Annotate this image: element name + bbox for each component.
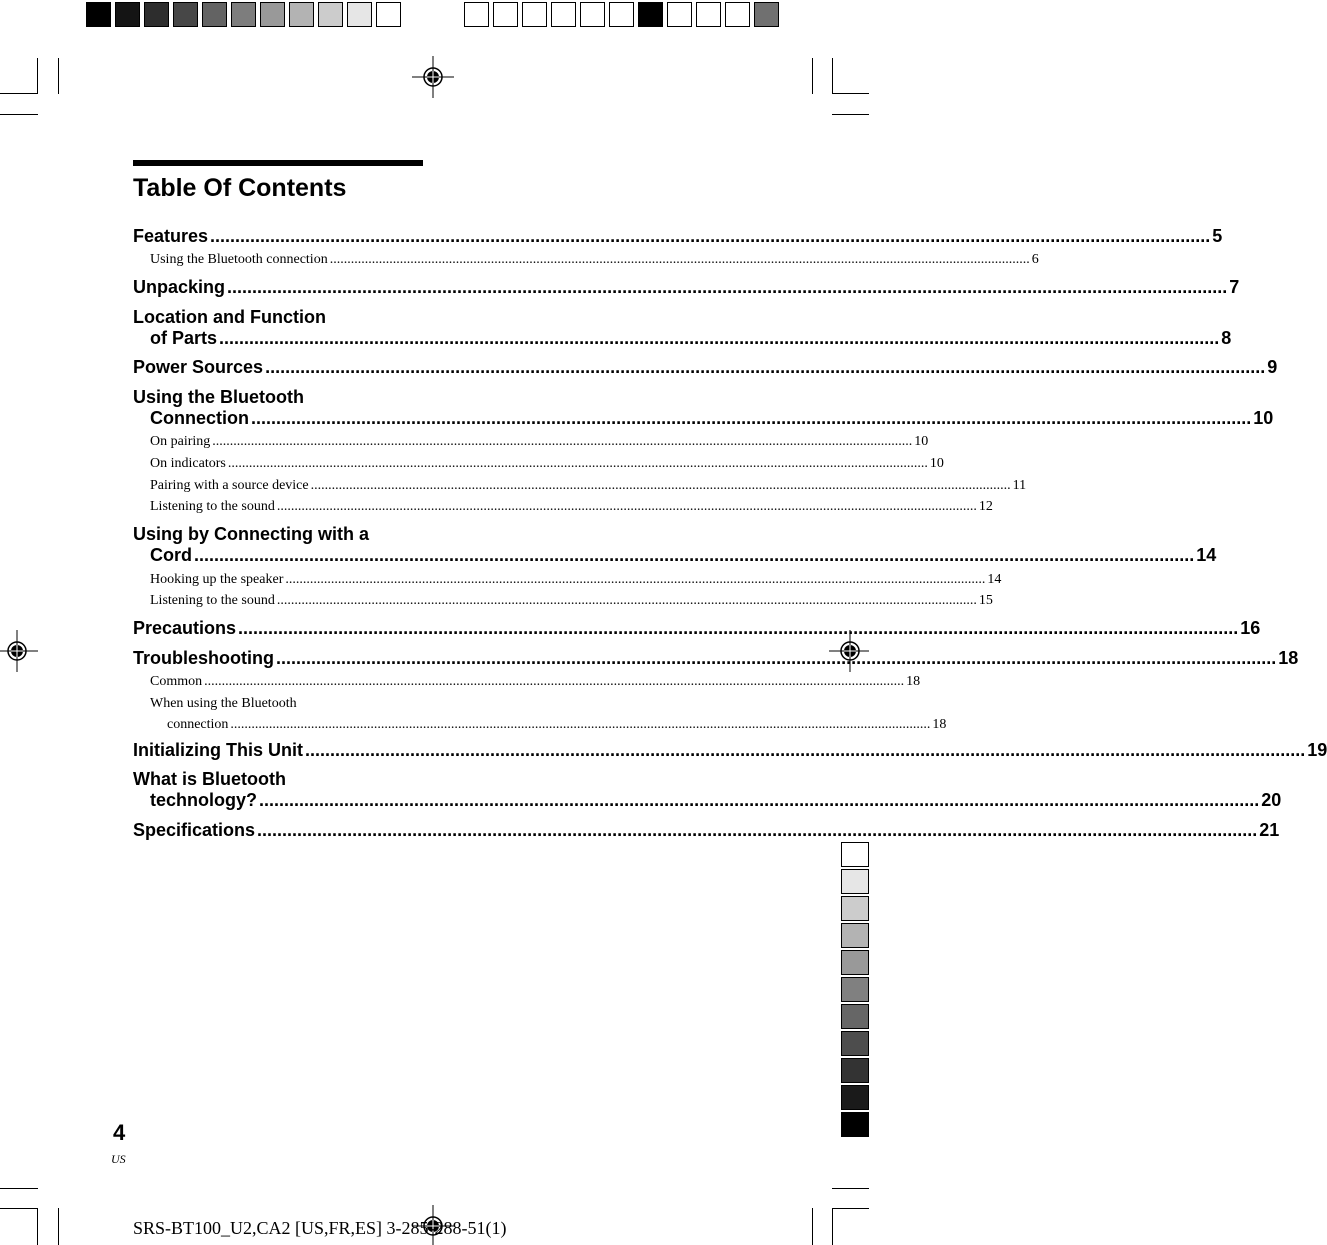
toc-entry-label-cont: technology?	[150, 790, 257, 810]
crop-mark	[832, 1188, 869, 1189]
toc-entry-label: Power Sources	[133, 357, 264, 377]
toc-page-number: 10	[929, 456, 944, 471]
toc-page-number: 20	[1261, 790, 1282, 810]
toc-page-number: 10	[914, 434, 929, 449]
toc-entry-label: Pairing with a source device	[150, 478, 309, 493]
crop-mark	[832, 58, 833, 94]
page-region: US	[111, 1152, 126, 1166]
toc-entry-label: On pairing	[150, 434, 211, 449]
toc-leader-dots: ........................................................................................................................................................................................................	[285, 572, 986, 587]
color-swatch	[231, 2, 256, 27]
toc-leader-dots: ........................................................................................................................................................................................................	[257, 820, 1258, 840]
color-swatch	[493, 2, 518, 27]
toc-leader-dots: ........................................................................................................................................................................................................	[310, 478, 1011, 493]
toc-entry[interactable]	[133, 357, 1278, 378]
toc-page-number: 11	[1012, 478, 1027, 493]
toc-entry-label-cont: Connection	[150, 408, 249, 428]
color-swatch	[376, 2, 401, 27]
toc-entry[interactable]	[133, 769, 1282, 811]
color-swatch	[841, 1085, 869, 1110]
toc-leader-dots: ........................................................................................................................................................................................................	[212, 434, 913, 449]
toc-leader-dots: ........................................................................................................................................................................................................	[276, 648, 1277, 668]
color-swatch	[841, 896, 869, 921]
toc-entry-label: Specifications	[133, 820, 256, 840]
toc-entry-label: Troubleshooting	[133, 648, 274, 668]
toc-entry-label: Unpacking	[133, 277, 226, 297]
crop-mark	[58, 58, 59, 94]
toc-entry[interactable]	[133, 740, 1327, 761]
toc-page-number: 9	[1267, 357, 1278, 377]
toc-entry-label: Common	[150, 674, 203, 689]
color-swatch	[144, 2, 169, 27]
toc-entry-label: Hooking up the speaker	[150, 572, 284, 587]
toc-entry[interactable]	[133, 277, 1240, 298]
toc-leader-dots: ........................................................................................................................................................................................................	[194, 545, 1195, 565]
toc-entry-label: Initializing This Unit	[133, 740, 303, 760]
toc-subentry[interactable]	[133, 496, 993, 517]
toc-entry-label: Listening to the sound	[150, 499, 275, 514]
color-swatch	[841, 1031, 869, 1056]
toc-entry-label: Location and Function	[133, 307, 326, 327]
toc-leader-dots: ........................................................................................................................................................................................................	[329, 252, 1030, 267]
toc-page-number: 12	[978, 499, 993, 514]
color-swatch	[725, 2, 750, 27]
toc-subentry[interactable]	[133, 569, 1002, 590]
toc-entry-label: When using the Bluetooth	[150, 696, 297, 711]
color-swatch	[464, 2, 489, 27]
crop-mark	[832, 93, 869, 94]
toc-leader-dots: ........................................................................................................................................................................................................	[204, 674, 905, 689]
toc-entry[interactable]	[133, 648, 1299, 669]
color-swatch	[609, 2, 634, 27]
color-swatch	[841, 923, 869, 948]
toc-entry-label: Using the Bluetooth	[133, 387, 304, 407]
crop-mark	[0, 1188, 38, 1189]
crop-mark	[832, 114, 869, 115]
toc-page-number: 5	[1212, 226, 1223, 246]
color-swatch	[318, 2, 343, 27]
page-number: 4	[113, 1120, 126, 1145]
color-swatch	[841, 1058, 869, 1083]
toc-entry-label: What is Bluetooth	[133, 769, 286, 789]
crop-mark	[37, 58, 38, 94]
color-swatch	[841, 842, 869, 867]
page-title: Table Of Contents	[133, 174, 347, 202]
registration-mark-icon	[412, 56, 454, 98]
calibration-strip-side	[841, 842, 869, 1139]
calibration-strip-right	[464, 2, 783, 27]
toc-page-number: 14	[987, 572, 1002, 587]
color-swatch	[696, 2, 721, 27]
crop-mark	[812, 1208, 813, 1245]
color-swatch	[551, 2, 576, 27]
crop-mark	[832, 1208, 833, 1245]
toc-leader-dots: ........................................................................................................................................................................................................	[219, 328, 1220, 348]
toc-subentry[interactable]	[133, 431, 929, 452]
color-swatch	[522, 2, 547, 27]
toc-page-number: 19	[1307, 740, 1327, 760]
crop-mark	[0, 1208, 38, 1209]
color-swatch	[841, 1112, 869, 1137]
toc-leader-dots: ........................................................................................................................................................................................................	[227, 277, 1228, 297]
toc-leader-dots: ........................................................................................................................................................................................................	[259, 790, 1260, 810]
toc-entry-label: Using by Connecting with a	[133, 524, 370, 544]
toc-entry[interactable]	[133, 387, 1274, 429]
toc-entry-label: On indicators	[150, 456, 226, 471]
color-swatch	[841, 950, 869, 975]
toc-entry-label-cont: of Parts	[150, 328, 218, 348]
toc-entry[interactable]	[133, 524, 1217, 566]
color-swatch	[841, 977, 869, 1002]
toc-leader-dots: ........................................................................................................................................................................................................	[265, 357, 1266, 377]
toc-page-number: 15	[978, 593, 993, 608]
color-swatch	[841, 1004, 869, 1029]
color-swatch	[202, 2, 227, 27]
footer-code: SRS-BT100_U2,CA2 [US,FR,ES] 3-285-288-51(1)	[133, 1218, 507, 1238]
title-rule	[133, 160, 423, 166]
toc-page-number: 8	[1221, 328, 1232, 348]
color-swatch	[667, 2, 692, 27]
toc-leader-dots: ........................................................................................................................................................................................................	[227, 456, 928, 471]
toc-page-number: 21	[1259, 820, 1280, 840]
toc-entry-label: Using the Bluetooth connection	[150, 252, 328, 267]
toc-page-number: 18	[1278, 648, 1299, 668]
toc-leader-dots: ........................................................................................................................................................................................................	[238, 618, 1239, 638]
toc-entry[interactable]	[133, 307, 1232, 349]
toc-entry[interactable]	[133, 226, 1223, 247]
toc-page-number: 7	[1229, 277, 1240, 297]
color-swatch	[841, 869, 869, 894]
color-swatch	[173, 2, 198, 27]
color-swatch	[638, 2, 663, 27]
toc-entry-label-cont: Cord	[150, 545, 192, 565]
crop-mark	[37, 1208, 38, 1245]
toc-subentry[interactable]	[133, 453, 944, 474]
toc-page-number: 18	[932, 717, 947, 732]
toc-page-number: 10	[1253, 408, 1274, 428]
toc-subentry[interactable]	[133, 693, 947, 735]
toc-page-number: 14	[1196, 545, 1217, 565]
toc-leader-dots: ........................................................................................................................................................................................................	[276, 499, 977, 514]
calibration-strip-left	[86, 2, 405, 27]
color-swatch	[580, 2, 605, 27]
toc-page-number: 18	[906, 674, 921, 689]
toc-entry[interactable]	[133, 618, 1261, 639]
toc-entry[interactable]	[133, 820, 1280, 841]
toc-entry-label: Precautions	[133, 618, 237, 638]
toc-leader-dots: ........................................................................................................................................................................................................	[210, 226, 1211, 246]
color-swatch	[347, 2, 372, 27]
crop-mark	[0, 114, 38, 115]
color-swatch	[260, 2, 285, 27]
toc-page-number: 6	[1031, 252, 1039, 267]
toc-subentry[interactable]	[133, 671, 921, 692]
registration-mark-icon	[0, 630, 38, 672]
toc-leader-dots: ........................................................................................................................................................................................................	[305, 740, 1306, 760]
crop-mark	[812, 58, 813, 94]
toc-subentry[interactable]	[133, 249, 1039, 270]
toc-subentry[interactable]	[133, 590, 993, 611]
toc-leader-dots: ........................................................................................................................................................................................................	[230, 717, 931, 732]
crop-mark	[58, 1208, 59, 1245]
color-swatch	[289, 2, 314, 27]
color-swatch	[115, 2, 140, 27]
crop-mark	[0, 93, 38, 94]
toc-page-number: 16	[1240, 618, 1261, 638]
color-swatch	[86, 2, 111, 27]
toc-entry-label: Features	[133, 226, 209, 246]
toc-entry-label-cont: connection	[167, 717, 229, 732]
toc-leader-dots: ........................................................................................................................................................................................................	[251, 408, 1252, 428]
toc-entry-label: Listening to the sound	[150, 593, 275, 608]
crop-mark	[832, 1208, 869, 1209]
toc-subentry[interactable]	[133, 475, 1027, 496]
toc-leader-dots: ........................................................................................................................................................................................................	[276, 593, 977, 608]
color-swatch	[754, 2, 779, 27]
